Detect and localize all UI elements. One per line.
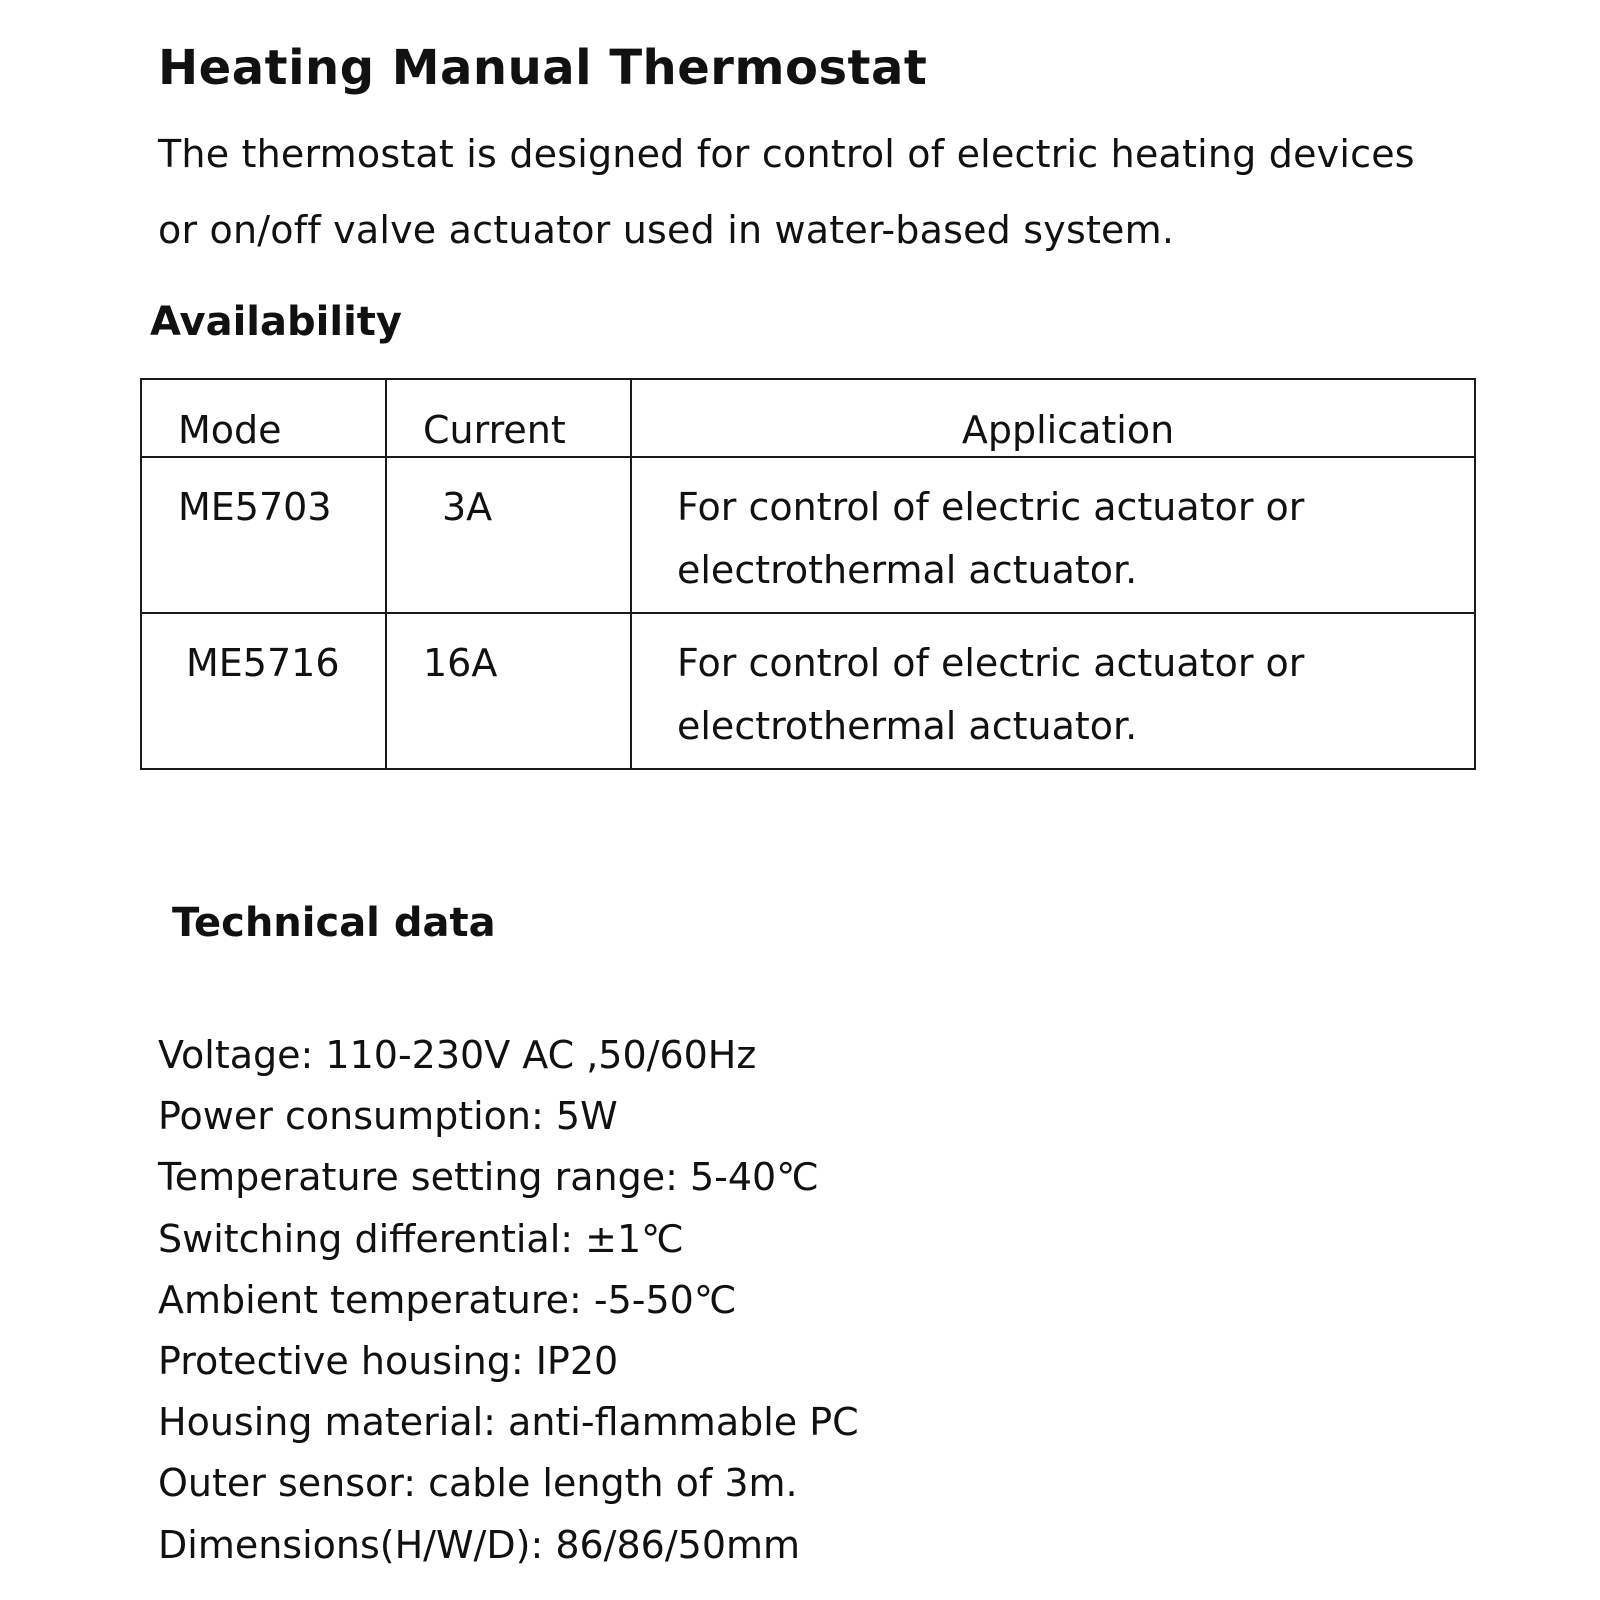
application-line-1: For control of electric actuator or (677, 641, 1305, 685)
table-header-row (141, 379, 1475, 457)
mode-cell: ME5703 (141, 457, 386, 613)
current-cell: 3A (386, 457, 631, 613)
intro-line-1: The thermostat is designed for control of electric heating devices (158, 132, 1415, 176)
spec-protective-housing: Protective housing: IP20 (158, 1339, 619, 1384)
application-cell (631, 613, 1475, 769)
mode-cell: ME5716 (141, 613, 386, 769)
availability-table (140, 378, 1476, 770)
spec-housing-material: Housing material: anti-flammable PC (158, 1400, 859, 1445)
table-row (141, 457, 1475, 613)
intro-paragraph (158, 116, 1578, 268)
column-header-current: Current (386, 379, 631, 457)
spec-ambient-temperature: Ambient temperature: -5-50℃ (158, 1277, 737, 1322)
spec-power-consumption: Power consumption: 5W (158, 1094, 618, 1139)
table-row (141, 613, 1475, 769)
spec-outer-sensor: Outer sensor: cable length of 3m. (158, 1461, 798, 1506)
column-header-mode: Mode (141, 379, 386, 457)
availability-heading: Availability (150, 299, 402, 345)
spec-voltage: Voltage: 110-230V AC ,50/60Hz (158, 1033, 757, 1077)
document-title: Heating Manual Thermostat (158, 40, 928, 96)
spec-dimensions: Dimensions(H/W/D): 86/86/50mm (158, 1522, 801, 1567)
spec-temperature-range: Temperature setting range: 5-40℃ (158, 1155, 819, 1200)
technical-data-heading: Technical data (172, 900, 496, 946)
application-line-1: For control of electric actuator or (677, 485, 1305, 529)
current-cell: 16A (386, 613, 631, 769)
column-header-application: Application (631, 379, 1475, 457)
application-line-2: electrothermal actuator. (677, 548, 1138, 592)
application-cell (631, 457, 1475, 613)
spec-switching-differential: Switching differential: ±1℃ (158, 1216, 684, 1261)
application-line-2: electrothermal actuator. (677, 704, 1138, 748)
intro-line-2: or on/off valve actuator used in water-based system. (158, 208, 1175, 252)
technical-spec-list (158, 1025, 859, 1576)
